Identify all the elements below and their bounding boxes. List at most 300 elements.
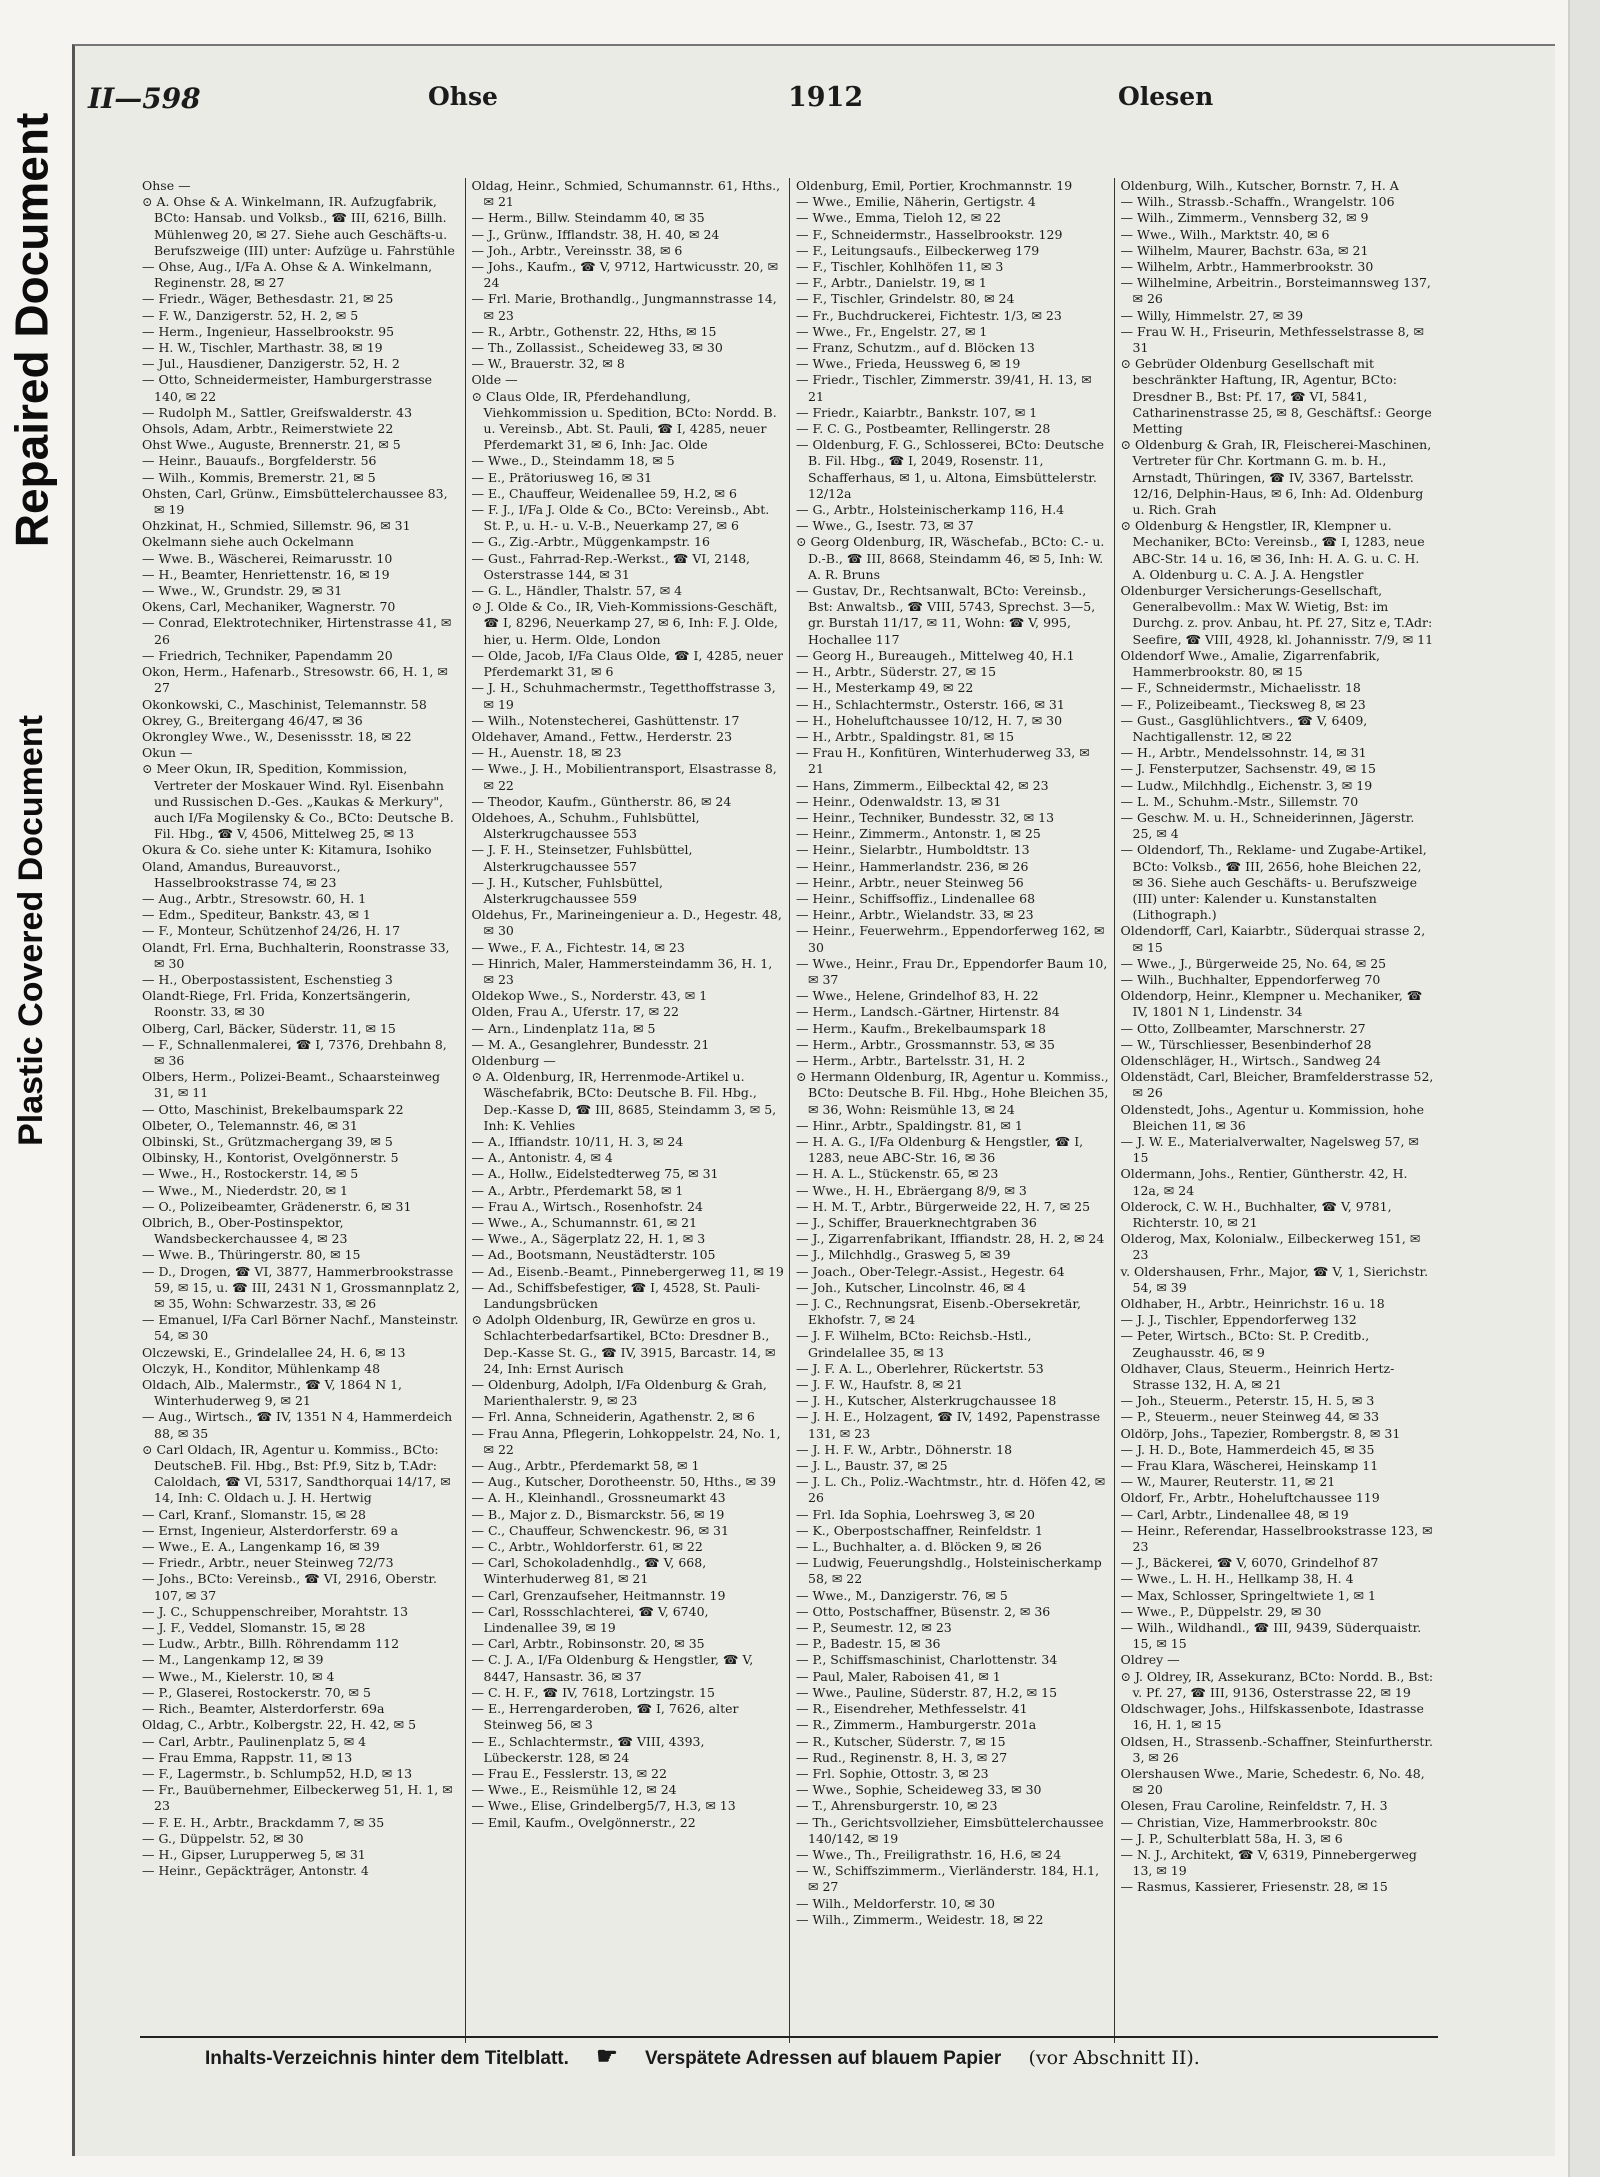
directory-entry: — Wilhelmine, Arbeitrin., Borsteimannsweg 137, ✉ 26: [1120, 275, 1431, 307]
directory-entry: — J. C., Rechnungsrat, Eisenb.-Obersekretär, Ekhofstr. 7, ✉ 24: [796, 1296, 1081, 1328]
directory-entry: Olbinski, St., Grützmachergang 39, ✉ 5: [142, 1133, 393, 1149]
directory-entry: — H., Auenstr. 18, ✉ 23: [471, 745, 622, 761]
directory-entry: Oldendorf Wwe., Amalie, Zigarrenfabrik, Hammerbrookstr. 80, ✉ 15: [1120, 647, 1380, 680]
directory-entry: — F. J., I/Fa J. Olde & Co., BCto: Vereinsb., Abt. St. P., u. H.- u. V.-B., Neuerkamp 27, ✉ 6: [471, 502, 770, 534]
page-edge: [1568, 0, 1600, 2177]
directory-entry: — L. M., Schuhm.-Mstr., Sillemstr. 70: [1120, 793, 1359, 809]
directory-entry: — A. H., Kleinhandl., Grossneumarkt 43: [471, 1490, 726, 1506]
directory-entry: — A., Antonistr. 4, ✉ 4: [471, 1150, 613, 1166]
directory-entry: — Heinr., Hammerlandstr. 236, ✉ 26: [796, 858, 1029, 874]
directory-entry: — Frl. Marie, Brothandlg., Jungmannstrasse 14, ✉ 23: [471, 291, 777, 323]
directory-entry: — R., Kutscher, Süderstr. 7, ✉ 15: [796, 1733, 1006, 1749]
directory-entry: — Wwe., Th., Freiligrathstr. 16, H.6, ✉ 24: [796, 1846, 1062, 1862]
directory-entry: Oldenburg —: [471, 1052, 556, 1068]
directory-entry: — F., Schneidermstr., Hasselbrookstr. 129: [796, 226, 1063, 242]
directory-entry: — Theodor, Kaufm., Güntherstr. 86, ✉ 24: [471, 793, 732, 809]
page-header: [88, 82, 1214, 132]
directory-entry: — B., Major z. D., Bismarckstr. 56, ✉ 19: [471, 1506, 725, 1522]
directory-entry: — Friedr., Tischler, Zimmerstr. 39/41, H. 13, ✉ 21: [796, 372, 1092, 404]
directory-entry: — Wwe., A., Sägerplatz 22, H. 1, ✉ 3: [471, 1231, 706, 1247]
directory-entry: — H. W., Tischler, Marthastr. 38, ✉ 19: [142, 340, 383, 356]
directory-entry: ⊙ Hermann Oldenburg, IR, Agentur u. Kommiss., BCto: Deutsche B. Fil. Hbg., Hohe Bleichen 35, ✉ 36, Wohn: Reismühle 13, ✉ 24: [796, 1069, 1109, 1117]
directory-entry: — Otto, Postschaffner, Büsenstr. 2, ✉ 36: [796, 1603, 1051, 1619]
directory-entry: Oldendorp, Heinr., Klempner u. Mechaniker, ☎ IV, 1801 N 1, Lindenstr. 34: [1120, 988, 1423, 1020]
directory-entry: Oldenburg, Wilh., Kutscher, Bornstr. 7, H. A: [1120, 178, 1399, 193]
directory-entry: — J. J., Tischler, Eppendorferweg 132: [1120, 1312, 1357, 1328]
directory-entry: — A., Arbtr., Pferdemarkt 58, ✉ 1: [471, 1182, 684, 1198]
directory-entry: — Herm., Landsch.-Gärtner, Hirtenstr. 84: [796, 1004, 1060, 1020]
directory-entry: — Otto, Maschinist, Brekelbaumspark 22: [142, 1101, 404, 1117]
directory-entry: — Herm., Arbtr., Grossmannstr. 53, ✉ 35: [796, 1036, 1055, 1052]
directory-entry: — Wwe., J., Bürgerweide 25, No. 64, ✉ 25: [1120, 955, 1387, 971]
directory-entry: Olbers, Herm., Polizei-Beamt., Schaarsteinweg 31, ✉ 11: [142, 1069, 440, 1101]
directory-entry: — H., Arbtr., Spaldingstr. 81, ✉ 15: [796, 728, 1015, 744]
directory-entry: — Ernst, Ingenieur, Alsterdorferstr. 69 a: [142, 1522, 399, 1538]
directory-entry: — Wilh., Zimmerm., Weidestr. 18, ✉ 22: [796, 1911, 1044, 1927]
directory-entry: — Ohse, Aug., I/Fa A. Ohse & A. Winkelmann, Reginenstr. 28, ✉ 27: [142, 259, 433, 291]
directory-entry: Oldermann, Johs., Rentier, Güntherstr. 42, H. 12a, ✉ 24: [1120, 1166, 1408, 1198]
directory-entry: — Wilh., Wildhandl., ☎ III, 9439, Süderquaistr. 15, ✉ 15: [1120, 1620, 1422, 1652]
directory-entry: — Ad., Schiffsbefestiger, ☎ I, 4528, St. Pauli-Landungsbrücken: [471, 1279, 760, 1312]
footer-rule: [140, 2036, 1438, 2038]
directory-entry: — Carl, Rossschlachterei, ☎ V, 6740, Lindenallee 39, ✉ 19: [471, 1603, 709, 1636]
footer-late-addresses-note: Verspätete Adressen auf blauem Papier: [644, 2048, 1002, 2069]
directory-entry: — A., Hollw., Eidelstedterweg 75, ✉ 31: [471, 1166, 719, 1182]
directory-entry: — Friedrich, Techniker, Papendamm 20: [142, 647, 393, 663]
directory-entry: — Joh., Arbtr., Vereinsstr. 38, ✉ 6: [471, 242, 683, 258]
directory-entry: Oldenschläger, H., Wirtsch., Sandweg 24: [1120, 1052, 1381, 1068]
directory-entry: — Friedr., Arbtr., neuer Steinweg 72/73: [142, 1555, 394, 1571]
directory-entry: — N. J., Architekt, ☎ V, 6319, Pinnebergerweg 13, ✉ 19: [1120, 1846, 1417, 1879]
directory-entry: — Hans, Zimmerm., Eilbecktal 42, ✉ 23: [796, 777, 1049, 793]
directory-entry: — Wwe., Wilh., Marktstr. 40, ✉ 6: [1120, 226, 1330, 242]
directory-entry: — Otto, Schneidermeister, Hamburgerstrasse 140, ✉ 22: [142, 372, 433, 404]
directory-entry: — Wwe., F. A., Fichtestr. 14, ✉ 23: [471, 939, 685, 955]
directory-entry: — Aug., Arbtr., Pferdemarkt 58, ✉ 1: [471, 1458, 700, 1474]
directory-entry: — Emil, Kaufm., Ovelgönnerstr., 22: [471, 1814, 696, 1830]
directory-entry: — Wwe., D., Steindamm 18, ✉ 5: [471, 453, 675, 469]
directory-entry: — F., Lagermstr., b. Schlump52, H.D, ✉ 13: [142, 1765, 413, 1781]
directory-entry: ⊙ Gebrüder Oldenburg Gesellschaft mit beschränkter Haftung, IR, Agentur, BCto: Dresdner B., Bst: Pf. 17, ☎ VI, 5841, Catharinenstrasse 25, ✉ 8, Geschäftsf.: George Metting: [1120, 356, 1432, 437]
directory-entry: — Wwe., Heinr., Frau Dr., Eppendorfer Baum 10, ✉ 37: [796, 955, 1108, 987]
directory-entry: — Frau Emma, Rappstr. 11, ✉ 13: [142, 1749, 353, 1765]
directory-entry: — Aug., Wirtsch., ☎ IV, 1351 N 4, Hammerdeich 88, ✉ 35: [142, 1409, 453, 1441]
directory-entry: Olde —: [471, 372, 518, 388]
directory-entry: Oldorf, Fr., Arbtr., Hoheluftchaussee 119: [1120, 1490, 1380, 1506]
directory-entry: Oldenburger Versicherungs-Gesellschaft, Generalbevollm.: Max W. Wietig, Bst: im Durchg. z. prov. Anbau, ht. Pf. 27, Sitz e, T.Adr: Seefire, ☎ VIII, 4928, kl. Johannisstr. 7/9, ✉ 11: [1120, 583, 1434, 647]
directory-column-3: [789, 178, 1114, 2043]
directory-entry: — J., Grünw., Ifflandstr. 38, H. 40, ✉ 24: [471, 226, 720, 242]
directory-entry: Ohsols, Adam, Arbtr., Reimerstwiete 22: [142, 421, 394, 437]
directory-entry: — Wwe., M., Danzigerstr. 76, ✉ 5: [796, 1587, 1008, 1603]
directory-entry: — H., Mesterkamp 49, ✉ 22: [796, 680, 974, 696]
directory-entry: — Carl, Grenzaufseher, Heitmannstr. 19: [471, 1587, 726, 1603]
directory-column-4: [1114, 178, 1439, 2043]
directory-entry: — Max, Schlosser, Springeltwiete 1, ✉ 1: [1120, 1587, 1376, 1603]
directory-entry: — L., Buchhalter, a. d. Blöcken 9, ✉ 26: [796, 1539, 1042, 1555]
directory-entry: — Joh., Steuerm., Peterstr. 15, H. 5, ✉ 3: [1120, 1393, 1375, 1409]
directory-entry: — M., Langenkamp 12, ✉ 39: [142, 1652, 324, 1668]
directory-entry: Okrongley Wwe., W., Desenissstr. 18, ✉ 22: [142, 728, 412, 744]
directory-entry: — M. A., Gesanglehrer, Bundesstr. 21: [471, 1036, 710, 1052]
directory-entry: — P., Seumestr. 12, ✉ 23: [796, 1620, 952, 1636]
directory-entry: — Wwe., L. H. H., Hellkamp 38, H. 4: [1120, 1571, 1354, 1587]
directory-entry: Olderock, C. W. H., Buchhalter, ☎ V, 9781, Richterstr. 10, ✉ 21: [1120, 1198, 1392, 1230]
footer-section-note: (vor Abschnitt II).: [1028, 2047, 1200, 2069]
directory-entry: — J. Fensterputzer, Sachsenstr. 49, ✉ 15: [1120, 761, 1376, 777]
directory-entry: — H., Schlachtermstr., Osterstr. 166, ✉ 31: [796, 696, 1065, 712]
directory-entry: — Carl, Arbtr., Robinsonstr. 20, ✉ 35: [471, 1636, 705, 1652]
directory-entry: — Gust., Gasglühlichtvers., ☎ V, 6409, Nachtigallenstr. 12, ✉ 22: [1120, 712, 1368, 744]
directory-entry: — Otto, Zollbeamter, Marschnerstr. 27: [1120, 1020, 1366, 1036]
directory-entry: Olbinsky, H., Kontorist, Ovelgönnerstr. 5: [142, 1150, 399, 1166]
directory-entry: — H. M. T., Arbtr., Bürgerweide 22, H. 7, ✉ 25: [796, 1198, 1091, 1214]
directory-entry: — F. W., Danzigerstr. 52, H. 2, ✉ 5: [142, 307, 359, 323]
directory-entry: — Th., Zollassist., Scheideweg 33, ✉ 30: [471, 340, 723, 356]
directory-entry: — Frau H., Konfitüren, Winterhuderweg 33, ✉ 21: [796, 745, 1090, 777]
directory-entry: Olderog, Max, Kolonialw., Eilbeckerweg 151, ✉ 23: [1120, 1231, 1421, 1263]
directory-entry: — Wwe., Sophie, Scheideweg 33, ✉ 30: [796, 1782, 1042, 1798]
directory-entry: — Hinr., Arbtr., Spaldingstr. 81, ✉ 1: [796, 1117, 1023, 1133]
directory-entry: — Jul., Hausdiener, Danzigerstr. 52, H. 2: [142, 356, 400, 372]
directory-entry: — J. H. E., Holzagent, ☎ IV, 1492, Papenstrasse 131, ✉ 23: [796, 1409, 1101, 1441]
first-entry-heading: Ohse: [428, 82, 498, 111]
directory-entry: — Georg H., Bureaugeh., Mittelweg 40, H.1: [796, 647, 1075, 663]
directory-entry: — H. A. G., I/Fa Oldenburg & Hengstler, ☎ I, 1283, neue ABC-Str. 16, ✉ 36: [796, 1133, 1084, 1166]
directory-entry: Oldach, Alb., Malermstr., ☎ V, 1864 N 1, Winterhuderweg 9, ✉ 21: [142, 1377, 403, 1409]
directory-entry: — Heinr., Arbtr., neuer Steinweg 56: [796, 874, 1024, 890]
directory-entry: Olershausen Wwe., Marie, Schedestr. 6, No. 48, ✉ 20: [1120, 1765, 1425, 1798]
directory-entry: Olbeter, O., Telemannstr. 46, ✉ 31: [142, 1117, 358, 1133]
directory-entry: — H., Oberpostassistent, Eschenstieg 3: [142, 971, 393, 987]
directory-entry: Oldhaver, Claus, Steuerm., Heinrich Hertz-Strasse 132, H. A, ✉ 21: [1120, 1360, 1395, 1393]
directory-entry: — Wwe., Elise, Grindelberg5/7, H.3, ✉ 13: [471, 1798, 736, 1814]
directory-entry: — Friedr., Kaiarbtr., Bankstr. 107, ✉ 1: [796, 404, 1038, 420]
directory-entry: Olesen, Frau Caroline, Reinfeldstr. 7, H. 3: [1120, 1798, 1388, 1814]
directory-entry: ⊙ Oldenburg & Hengstler, IR, Klempner u. Mechaniker, BCto: Vereinsb., ☎ I, 1283, neue ABC-Str. 14 u. 16, ✉ 36, Inh: H. A. G. u. C. H. A. Oldenburg u. C. A. J. A. Hengstler: [1120, 518, 1425, 582]
directory-entry: — Herm., Billw. Steindamm 40, ✉ 35: [471, 210, 705, 226]
directory-entry: — Fr., Buchdruckerei, Fichtestr. 1/3, ✉ 23: [796, 307, 1062, 323]
directory-entry: — R., Zimmerm., Hamburgerstr. 201a: [796, 1717, 1037, 1733]
directory-entry: — Wwe., Pauline, Süderstr. 87, H.2, ✉ 15: [796, 1684, 1058, 1700]
directory-entry: — Friedr., Wäger, Bethesdastr. 21, ✉ 25: [142, 291, 394, 307]
directory-entry: — J. H. F. W., Arbtr., Döhnerstr. 18: [796, 1441, 1013, 1457]
directory-entry: — Heinr., Referendar, Hasselbrookstrasse 123, ✉ 23: [1120, 1522, 1433, 1555]
directory-entry: — H., Beamter, Henriettenstr. 16, ✉ 19: [142, 566, 390, 582]
directory-entry: ⊙ J. Oldrey, IR, Assekuranz, BCto: Nordd. B., Bst: v. Pf. 27, ☎ III, 9136, Osterstrasse 22, ✉ 19: [1120, 1668, 1434, 1700]
directory-entry: — Rud., Reginenstr. 8, H. 3, ✉ 27: [796, 1749, 1008, 1765]
directory-entry: — Wilh., Zimmerm., Vennsberg 32, ✉ 9: [1120, 210, 1369, 226]
directory-entry: — Heinr., Sielarbtr., Humboldtstr. 13: [796, 842, 1030, 858]
directory-entry: — F., Arbtr., Danielstr. 19, ✉ 1: [796, 275, 987, 291]
directory-entry: — J. F. W., Haufstr. 8, ✉ 21: [796, 1377, 963, 1393]
directory-entry: ⊙ Claus Olde, IR, Pferdehandlung, Viehkommission u. Spedition, BCto: Nordd. B. u. Vereinsb., Abt. St. Pauli, ☎ I, 4285, neuer Pferdemarkt 31, ✉ 6, Inh: Jac. Olde: [471, 388, 777, 453]
directory-entry: — D., Drogen, ☎ VI, 3877, Hammerbrookstrasse 59, ✉ 15, u. ☎ III, 2431 N 1, Grossmannplatz 2, ✉ 35, Wohn: Schwarzestr. 33, ✉ 26: [142, 1263, 460, 1312]
directory-entry: Oldag, C., Arbtr., Kolbergstr. 22, H. 42, ✉ 5: [142, 1717, 417, 1733]
directory-entry: — Herm., Ingenieur, Hasselbrookstr. 95: [142, 323, 395, 339]
directory-entry: — Hinrich, Maler, Hammersteindamm 36, H. 1, ✉ 23: [471, 955, 773, 987]
directory-entry: Ohst Wwe., Auguste, Brennerstr. 21, ✉ 5: [142, 437, 401, 453]
directory-entry: Okonkowski, C., Maschinist, Telemannstr. 58: [142, 696, 427, 712]
directory-entry: — Joach., Ober-Telegr.-Assist., Hegestr. 64: [796, 1263, 1065, 1279]
directory-entry: — H., Gipser, Lurupperweg 5, ✉ 31: [142, 1846, 366, 1862]
directory-entry: — Joh., Kutscher, Lincolnstr. 46, ✉ 4: [796, 1279, 1026, 1295]
directory-entry: — F. E. H., Arbtr., Brackdamm 7, ✉ 35: [142, 1814, 385, 1830]
directory-entry: Olandt, Frl. Erna, Buchhalterin, Roonstrasse 33, ✉ 30: [142, 939, 450, 971]
directory-entry: Oldrey —: [1120, 1652, 1180, 1668]
directory-entry: ⊙ Oldenburg & Grah, IR, Fleischerei-Maschinen, Vertreter für Chr. Kortmann G. m. b. H., Arnstadt, Thüringen, ☎ IV, 3367, Bartelsstr. 12/16, Delphin-Haus, ✉ 6, Inh: Ad. Oldenburg u. Rich. Grah: [1120, 437, 1432, 518]
directory-entry: — Wwe., Helene, Grindelhof 83, H. 22: [796, 988, 1039, 1004]
directory-entry: Olczewski, E., Grindelallee 24, H. 6, ✉ 13: [142, 1344, 406, 1360]
directory-entry: — Frl. Ida Sophia, Loehrsweg 3, ✉ 20: [796, 1506, 1035, 1522]
directory-entry: — E., Chauffeur, Weidenallee 59, H.2, ✉ 6: [471, 485, 737, 501]
directory-entry: Oldehoes, A., Schuhm., Fuhlsbüttel, Alsterkrugchaussee 553: [471, 809, 700, 842]
directory-entry: — C., Chauffeur, Schwenckestr. 96, ✉ 31: [471, 1522, 729, 1538]
directory-entry: — Ludw., Arbtr., Billh. Röhrendamm 112: [142, 1636, 400, 1652]
directory-entry: — K., Oberpostschaffner, Reinfeldstr. 1: [796, 1522, 1043, 1538]
directory-entry: — J. L. Ch., Poliz.-Wachtmstr., htr. d. Höfen 42, ✉ 26: [796, 1474, 1106, 1506]
directory-entry: — R., Eisendreher, Methfesselstr. 41: [796, 1701, 1028, 1717]
page-number: II—598: [88, 82, 201, 115]
directory-entry: — Wilh., Meldorferstr. 10, ✉ 30: [796, 1895, 995, 1911]
directory-entry: — Ad., Bootsmann, Neustädterstr. 105: [471, 1247, 716, 1263]
directory-entry: — F., Schnallenmalerei, ☎ I, 7376, Drehbahn 8, ✉ 36: [142, 1036, 447, 1068]
directory-entry: — E., Prätoriusweg 16, ✉ 31: [471, 469, 653, 485]
directory-entry: — J., Zigarrenfabrikant, Iffiandstr. 28, H. 2, ✉ 24: [796, 1231, 1105, 1247]
directory-entry: — Heinr., Feuerwehrm., Eppendorferweg 162, ✉ 30: [796, 923, 1105, 955]
directory-entry: — G., Arbtr., Holsteinischerkamp 116, H.4: [796, 502, 1065, 518]
directory-entry: — Rasmus, Kassierer, Friesenstr. 28, ✉ 15: [1120, 1879, 1388, 1895]
year-heading: 1912: [788, 82, 864, 113]
directory-entry: — Heinr., Arbtr., Wielandstr. 33, ✉ 23: [796, 907, 1034, 923]
directory-entry: — F., Polizeibeamt., Tiecksweg 8, ✉ 23: [1120, 696, 1366, 712]
directory-entry: — Willy, Himmelstr. 27, ✉ 39: [1120, 307, 1304, 323]
plastic-covered-document-stamp: Plastic Covered Document: [11, 714, 50, 1146]
directory-entry: — Wwe., Emma, Tieloh 12, ✉ 22: [796, 210, 1002, 226]
directory-entry: — Ludw., Milchhdlg., Eichenstr. 3, ✉ 19: [1120, 777, 1373, 793]
directory-columns: [140, 178, 1438, 2043]
directory-entry: — Th., Gerichtsvollzieher, Eimsbüttelerchaussee 140/142, ✉ 19: [796, 1814, 1104, 1846]
directory-entry: Oldschwager, Johs., Hilfskassenbote, Idastrasse 16, H. 1, ✉ 15: [1120, 1701, 1424, 1733]
directory-entry: — Heinr., Odenwaldstr. 13, ✉ 31: [796, 793, 1002, 809]
directory-entry: — Wwe., H., Rostockerstr. 14, ✉ 5: [142, 1166, 359, 1182]
directory-entry: — Wwe. B., Thüringerstr. 80, ✉ 15: [142, 1247, 361, 1263]
directory-entry: — Rich., Beamter, Alsterdorferstr. 69a: [142, 1701, 385, 1717]
directory-entry: — Wwe., M., Kielerstr. 10, ✉ 4: [142, 1668, 335, 1684]
directory-entry: ⊙ J. Olde & Co., IR, Vieh-Kommissions-Geschäft, ☎ I, 8296, Neuerkamp 27, ✉ 6, Inh: F. J. Olde, hier, u. Herm. Olde, London: [471, 599, 779, 647]
directory-entry: — Wwe., P., Düppelstr. 29, ✉ 30: [1120, 1603, 1322, 1619]
directory-entry: Oldsen, H., Strassenb.-Schaffner, Steinfurtherstr. 3, ✉ 26: [1120, 1733, 1433, 1765]
directory-entry: — T., Ahrensburgerstr. 10, ✉ 23: [796, 1798, 998, 1814]
directory-entry: — Aug., Kutscher, Dorotheenstr. 50, Hths., ✉ 39: [471, 1474, 776, 1490]
directory-entry: — Christian, Vize, Hammerbrookstr. 80c: [1120, 1814, 1378, 1830]
directory-entry: v. Oldershausen, Frhr., Major, ☎ V, 1, Sierichstr. 54, ✉ 39: [1120, 1263, 1429, 1295]
directory-entry: — Wwe., M., Niederdstr. 20, ✉ 1: [142, 1182, 349, 1198]
directory-entry: — Oldendorf, Th., Reklame- und Zugabe-Artikel, BCto: Volksb., ☎ III, 2656, hohe Bleichen 22, ✉ 36. Siehe auch Geschäfts- u. Berufszweige (III) unter: Kalender u. Kunstanstalten (Lithograph.): [1120, 842, 1427, 923]
directory-entry: — J. F., Veddel, Slomanstr. 15, ✉ 28: [142, 1620, 366, 1636]
directory-entry: — C. J. A., I/Fa Oldenburg & Hengstler, ☎ V, 8447, Hansastr. 36, ✉ 37: [471, 1652, 754, 1684]
directory-entry: Ohsten, Carl, Grünw., Eimsbüttelerchaussee 83, ✉ 19: [142, 485, 448, 518]
directory-column-1: [140, 178, 465, 2043]
directory-entry: — G., Zig.-Arbtr., Müggenkampstr. 16: [471, 534, 710, 550]
directory-entry: — Wwe., J. H., Mobilientransport, Elsastrasse 8, ✉ 22: [471, 761, 777, 793]
directory-entry: — Olde, Jacob, I/Fa Claus Olde, ☎ I, 4285, neuer Pferdemarkt 31, ✉ 6: [471, 647, 784, 680]
directory-entry: Olbrich, B., Ober-Postinspektor, Wandsbeckerchaussee 4, ✉ 23: [142, 1215, 348, 1247]
directory-entry: — A., Iffiandstr. 10/11, H. 3, ✉ 24: [471, 1133, 684, 1149]
directory-entry: — Frau E., Fesslerstr. 13, ✉ 22: [471, 1765, 667, 1781]
directory-entry: Olden, Frau A., Uferstr. 17, ✉ 22: [471, 1004, 679, 1020]
directory-entry: — R., Arbtr., Gothenstr. 22, Hths, ✉ 15: [471, 323, 717, 339]
directory-entry: — Emanuel, I/Fa Carl Börner Nachf., Mansteinstr. 54, ✉ 30: [142, 1312, 459, 1344]
directory-entry: Okens, Carl, Mechaniker, Wagnerstr. 70: [142, 599, 396, 615]
directory-entry: — Wwe., Fr., Engelstr. 27, ✉ 1: [796, 323, 988, 339]
directory-entry: — Franz, Schutzm., auf d. Blöcken 13: [796, 340, 1035, 356]
directory-entry: — Herm., Arbtr., Bartelsstr. 31, H. 2: [796, 1052, 1026, 1068]
directory-entry: — J. H., Kutscher, Alsterkrugchaussee 18: [796, 1393, 1057, 1409]
directory-entry: — Wwe., E., Reismühle 12, ✉ 24: [471, 1782, 677, 1798]
directory-entry: ⊙ Meer Okun, IR, Spedition, Kommission, Vertreter der Moskauer Wind. Ryl. Eisenbahn und Russischen D.-Ges. „Kaukas & Merkury", auch I/Fa Mogilensky & Co., BCto: Deutsche B. Fil. Hbg., ☎ V, 4506, Mittelweg 25, ✉ 13: [142, 761, 454, 842]
directory-entry: — Oldenburg, Adolph, I/Fa Oldenburg & Grah, Marienthalerstr. 9, ✉ 23: [471, 1377, 767, 1409]
directory-entry: Oland, Amandus, Bureauvorst., Hasselbrookstrasse 74, ✉ 23: [142, 858, 341, 890]
directory-entry: — Johs., Kaufm., ☎ V, 9712, Hartwicusstr. 20, ✉ 24: [471, 259, 779, 291]
directory-entry: ⊙ Adolph Oldenburg, IR, Gewürze en gros u. Schlachterbedarfsartikel, BCto: Dresdner B., Dep.-Kasse St. G., ☎ IV, 3915, Barcastr. 14, ✉ 24, Inh: Ernst Aurisch: [471, 1312, 776, 1376]
directory-entry: — Gust., Fahrrad-Rep.-Werkst., ☎ VI, 2148, Osterstrasse 144, ✉ 31: [471, 550, 751, 582]
directory-entry: — Wwe., E. A., Langenkamp 16, ✉ 39: [142, 1539, 380, 1555]
directory-entry: — W., Maurer, Reuterstr. 11, ✉ 21: [1120, 1474, 1336, 1490]
directory-entry: Olandt-Riege, Frl. Frida, Konzertsängerin, Roonstr. 33, ✉ 30: [142, 988, 411, 1020]
directory-entry: — Conrad, Elektrotechniker, Hirtenstrasse 41, ✉ 26: [142, 615, 452, 647]
directory-entry: — Frau A., Wirtsch., Rosenhofstr. 24: [471, 1198, 703, 1214]
directory-entry: — C. H. F., ☎ IV, 7618, Lortzingstr. 15: [471, 1684, 715, 1700]
directory-entry: — Heinr., Zimmerm., Antonstr. 1, ✉ 25: [796, 826, 1041, 842]
pointing-hand-icon: ☛: [596, 2043, 618, 2070]
directory-entry: — J. H., Schuhmachermstr., Tegetthoffstrasse 3, ✉ 19: [471, 680, 776, 712]
directory-entry: — Wilh., Buchhalter, Eppendorferweg 70: [1120, 971, 1381, 987]
directory-entry: — Fr., Bauübernehmer, Eilbeckerweg 51, H. 1, ✉ 23: [142, 1782, 453, 1814]
directory-entry: — Frl. Anna, Schneiderin, Agathenstr. 2, ✉ 6: [471, 1409, 755, 1425]
directory-entry: Okun —: [142, 745, 193, 761]
directory-entry: — Frau W. H., Friseurin, Methfesselstrasse 8, ✉ 31: [1120, 323, 1424, 356]
directory-entry: Okelmann siehe auch Ockelmann: [142, 534, 354, 550]
directory-entry: — J. F. Wilhelm, BCto: Reichsb.-Hstl., Grindelallee 35, ✉ 13: [796, 1328, 1032, 1360]
directory-entry: — H., Hoheluftchaussee 10/12, H. 7, ✉ 30: [796, 712, 1063, 728]
directory-entry: — Oldenburg, F. G., Schlosserei, BCto: Deutsche B. Fil. Hbg., ☎ I, 2049, Rosenstr. 11, Schafferhaus, ✉ 1, u. Altona, Eimsbüttelerstr. 12/12a: [796, 437, 1105, 501]
directory-entry: ⊙ A. Oldenburg, IR, Herrenmode-Artikel u. Wäschefabrik, BCto: Deutsche B. Fil. Hbg., Dep.-Kasse D, ☎ III, 8685, Steindamm 3, ✉ 5, Inh: K. Vehlies: [471, 1069, 777, 1133]
directory-entry: — P., Schiffsmaschinist, Charlottenstr. 34: [796, 1652, 1058, 1668]
directory-entry: Oldehaver, Amand., Fettw., Herderstr. 23: [471, 728, 733, 744]
directory-entry: — Arn., Lindenplatz 11a, ✉ 5: [471, 1020, 656, 1036]
directory-entry: — E., Herrengarderoben, ☎ I, 7626, alter Steinweg 56, ✉ 3: [471, 1701, 739, 1733]
directory-entry: — Wilh., Strassb.-Schaffn., Wrangelstr. 106: [1120, 194, 1395, 210]
directory-entry: — C., Arbtr., Wohldorferstr. 61, ✉ 22: [471, 1539, 703, 1555]
directory-entry: — Rudolph M., Sattler, Greifswalderstr. 43: [142, 404, 413, 420]
directory-entry: — Gustav, Dr., Rechtsanwalt, BCto: Vereinsb., Bst: Anwaltsb., ☎ VIII, 5743, Sprechst. 3—5, gr. Burstah 11/17, ✉ 11, Wohn: ☎ V, 995, Hochallee 117: [796, 583, 1096, 647]
directory-entry: — Wwe., G., Isestr. 73, ✉ 37: [796, 518, 974, 534]
directory-entry: — Wilhelm, Arbtr., Hammerbrookstr. 30: [1120, 259, 1374, 275]
directory-entry: — Wilh., Kommis, Bremerstr. 21, ✉ 5: [142, 469, 376, 485]
directory-entry: — P., Badestr. 15, ✉ 36: [796, 1636, 941, 1652]
directory-entry: — H. A. L., Stückenstr. 65, ✉ 23: [796, 1166, 999, 1182]
directory-entry: — J. H. D., Bote, Hammerdeich 45, ✉ 35: [1120, 1441, 1375, 1457]
directory-entry: — J. C., Schuppenschreiber, Morahtstr. 13: [142, 1603, 409, 1619]
directory-entry: — F., Tischler, Kohlhöfen 11, ✉ 3: [796, 259, 1004, 275]
directory-entry: — W., Schiffszimmerm., Vierländerstr. 184, H.1, ✉ 27: [796, 1863, 1100, 1895]
directory-entry: — Frau Klara, Wäscherei, Heinskamp 11: [1120, 1458, 1379, 1474]
directory-entry: — Wilhelm, Maurer, Bachstr. 63a, ✉ 21: [1120, 242, 1369, 258]
directory-entry: ⊙ A. Ohse & A. Winkelmann, IR. Aufzugfabrik, BCto: Hansab. und Volksb., ☎ III, 6216, Billh. Mühlenweg 20, ✉ 27. Siehe auch Geschäfts-u. Berufszweige (III) unter: Aufzüge u. Fahrstühle: [142, 194, 455, 258]
directory-entry: — J. F. H., Steinsetzer, Fuhlsbüttel, Alsterkrugchaussee 557: [471, 842, 693, 874]
directory-entry: — J. L., Baustr. 37, ✉ 25: [796, 1458, 948, 1474]
directory-entry: — J. F. A. L., Oberlehrer, Rückertstr. 53: [796, 1360, 1044, 1376]
directory-entry: Oldenstedt, Johs., Agentur u. Kommission, hohe Bleichen 11, ✉ 36: [1120, 1101, 1425, 1133]
directory-entry: ⊙ Georg Oldenburg, IR, Wäschefab., BCto: C.- u. D.-B., ☎ III, 8668, Steindamm 46, ✉ 5, Inh: W. A. R. Bruns: [796, 534, 1105, 582]
directory-entry: — Edm., Spediteur, Bankstr. 43, ✉ 1: [142, 907, 371, 923]
directory-entry: — F., Leitungsaufs., Eilbeckerweg 179: [796, 242, 1040, 258]
directory-entry: Ohse —: [142, 178, 191, 193]
directory-entry: — F. C. G., Postbeamter, Rellingerstr. 28: [796, 421, 1051, 437]
directory-entry: — J. P., Schulterblatt 58a, H. 3, ✉ 6: [1120, 1830, 1343, 1846]
directory-entry: — Heinr., Gepäckträger, Antonstr. 4: [142, 1863, 369, 1879]
directory-entry: — Paul, Maler, Raboisen 41, ✉ 1: [796, 1668, 1001, 1684]
directory-entry: — Aug., Arbtr., Stresowstr. 60, H. 1: [142, 890, 367, 906]
directory-entry: — Heinr., Bauaufs., Borgfelderstr. 56: [142, 453, 377, 469]
repaired-document-stamp: Repaired Document: [5, 112, 57, 548]
directory-entry: Oldenburg, Emil, Portier, Krochmannstr. 19: [796, 178, 1073, 193]
directory-entry: — Carl, Arbtr., Paulinenplatz 5, ✉ 4: [142, 1733, 367, 1749]
directory-entry: — W., Brauerstr. 32, ✉ 8: [471, 356, 625, 372]
directory-entry: — G. L., Händler, Thalstr. 57, ✉ 4: [471, 583, 683, 599]
directory-entry: Okrey, G., Breitergang 46/47, ✉ 36: [142, 712, 363, 728]
directory-entry: — W., Türschliesser, Besenbinderhof 28: [1120, 1036, 1372, 1052]
directory-entry: — J. H., Kutscher, Fuhlsbüttel, Alsterkrugchaussee 559: [471, 874, 663, 906]
directory-entry: — Ludwig, Feuerungshdlg., Holsteinischerkamp 58, ✉ 22: [796, 1555, 1102, 1587]
directory-entry: — Herm., Kaufm., Brekelbaumspark 18: [796, 1020, 1046, 1036]
directory-entry: — J. W. E., Materialverwalter, Nagelsweg 57, ✉ 15: [1120, 1133, 1419, 1166]
directory-entry: Okura & Co. siehe unter K: Kitamura, Isohiko: [142, 842, 432, 858]
directory-entry: — Frau Anna, Pflegerin, Lohkoppelstr. 24, No. 1, ✉ 22: [471, 1425, 781, 1457]
directory-entry: — Wwe., W., Grundstr. 29, ✉ 31: [142, 583, 343, 599]
directory-entry: — J., Bäckerei, ☎ V, 6070, Grindelhof 87: [1120, 1555, 1379, 1571]
directory-entry: — Wwe., Emilie, Näherin, Gertigstr. 4: [796, 194, 1036, 210]
directory-entry: Oldörp, Johs., Tapezier, Rombergstr. 8, ✉ 31: [1120, 1425, 1401, 1441]
directory-entry: — J., Schiffer, Brauerknechtgraben 36: [796, 1215, 1037, 1230]
directory-entry: — Heinr., Techniker, Bundesstr. 32, ✉ 13: [796, 809, 1055, 825]
directory-entry: — Heinr., Schiffsoffiz., Lindenallee 68: [796, 890, 1036, 906]
directory-entry: Ohzkinat, H., Schmied, Sillemstr. 96, ✉ 31: [142, 518, 411, 534]
directory-entry: — Wwe. B., Wäscherei, Reimarusstr. 10: [142, 550, 393, 566]
directory-entry: — Wwe., A., Schumannstr. 61, ✉ 21: [471, 1215, 698, 1230]
directory-entry: — Geschw. M. u. H., Schneiderinnen, Jägerstr. 25, ✉ 4: [1120, 809, 1415, 842]
directory-entry: Oldenstädt, Carl, Bleicher, Bramfelderstrasse 52, ✉ 26: [1120, 1069, 1434, 1101]
last-entry-heading: Olesen: [1118, 82, 1214, 111]
directory-entry: — P., Glaserei, Rostockerstr. 70, ✉ 5: [142, 1684, 371, 1700]
directory-entry: — Carl, Kranf., Slomanstr. 15, ✉ 28: [142, 1506, 366, 1522]
directory-column-2: [465, 178, 790, 2043]
directory-entry: — E., Schlachtermstr., ☎ VIII, 4393, Lübeckerstr. 128, ✉ 24: [471, 1733, 705, 1765]
directory-entry: — Wilh., Notenstecherei, Gashüttenstr. 17: [471, 712, 740, 728]
directory-entry: Oldekop Wwe., S., Norderstr. 43, ✉ 1: [471, 988, 708, 1004]
directory-entry: — Ad., Eisenb.-Beamt., Pinnebergerweg 11, ✉ 19: [471, 1263, 784, 1279]
directory-entry: Oldendorff, Carl, Kaiarbtr., Süderquai strasse 2, ✉ 15: [1120, 923, 1426, 955]
directory-entry: — G., Düppelstr. 52, ✉ 30: [142, 1830, 304, 1846]
directory-entry: Oldag, Heinr., Schmied, Schumannstr. 61, Hths., ✉ 21: [471, 178, 781, 210]
directory-entry: — J., Milchhdlg., Grasweg 5, ✉ 39: [796, 1247, 1011, 1263]
directory-entry: — H., Arbtr., Mendelssohnstr. 14, ✉ 31: [1120, 745, 1367, 761]
directory-entry: — Peter, Wirtsch., BCto: St. P. Creditb., Zeughausstr. 46, ✉ 9: [1120, 1328, 1370, 1360]
directory-entry: Okon, Herm., Hafenarb., Stresowstr. 66, H. 1, ✉ 27: [142, 664, 448, 696]
directory-entry: — Frl. Sophie, Ottostr. 3, ✉ 23: [796, 1765, 989, 1781]
directory-entry: Olczyk, H., Konditor, Mühlenkamp 48: [142, 1360, 381, 1376]
